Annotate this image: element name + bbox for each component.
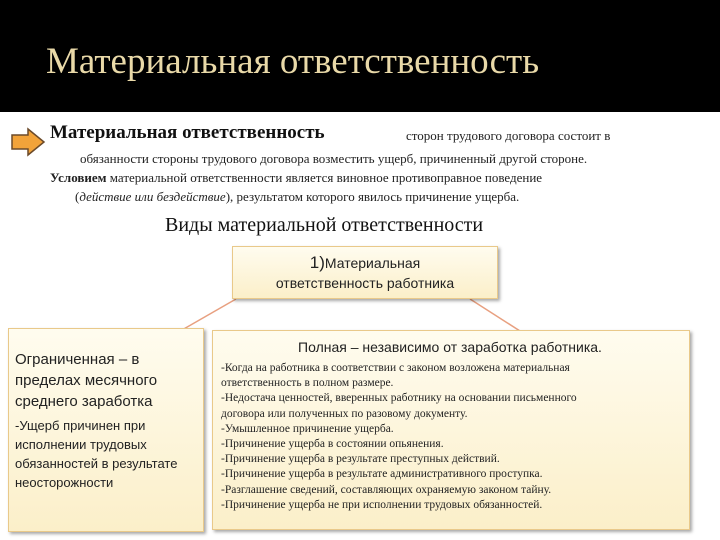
limited-liability-title: Ограниченная – в пределах месячного среднего заработка — [15, 351, 158, 410]
box-line1: Материальная — [324, 255, 421, 271]
connector-right — [470, 299, 520, 331]
condition-italic: действие или бездействие — [79, 189, 226, 204]
condition-keyword: Условием — [50, 170, 107, 185]
condition-text: материальной ответственности является виновное противоправное поведение — [106, 170, 543, 185]
full-liability-list: -Когда на работника в соответствии с законом возложена материальная ответственность в полном размере. -Недостача ценностей, вверенных работнику на основании письменного договора или полученных по разовому документу. -Умышленное причинение ущерба. -Причинение ущерба в состоянии опьянения. -Причинение ущерба в результате преступных действий. -Причинение ущерба в результате административного проступка. -Разглашение сведений, составляющих охраняемую законом тайну. -Причинение ущерба не при исполнении трудовых обязанностей. — [221, 362, 577, 511]
condition-line2: (действие или бездействие), результатом которого явилось причинение ущерба. — [75, 189, 520, 204]
full-liability-title: Полная – независимо от заработка работника. — [298, 339, 602, 355]
types-heading: Виды материальной ответственности — [165, 214, 484, 236]
limited-liability-detail: -Ущерб причинен при исполнении трудовых обязанностей в результате неосторожности — [15, 418, 178, 490]
full-liability-box — [212, 330, 690, 530]
connector-left — [182, 299, 236, 330]
definition-text-line2: обязанности стороны трудового договора возместить ущерб, причиненный другой стороне. — [80, 151, 588, 166]
box-number: 1) — [309, 253, 325, 272]
box-line2: ответственность работника — [275, 275, 455, 291]
definition-text-line1: сторон трудового договора состоит в — [406, 128, 611, 143]
employee-liability-box — [232, 246, 498, 299]
limited-liability-box — [8, 328, 204, 532]
definition-term: Материальная ответственность — [50, 122, 325, 143]
slide-title: Материальная ответственность — [46, 41, 540, 82]
